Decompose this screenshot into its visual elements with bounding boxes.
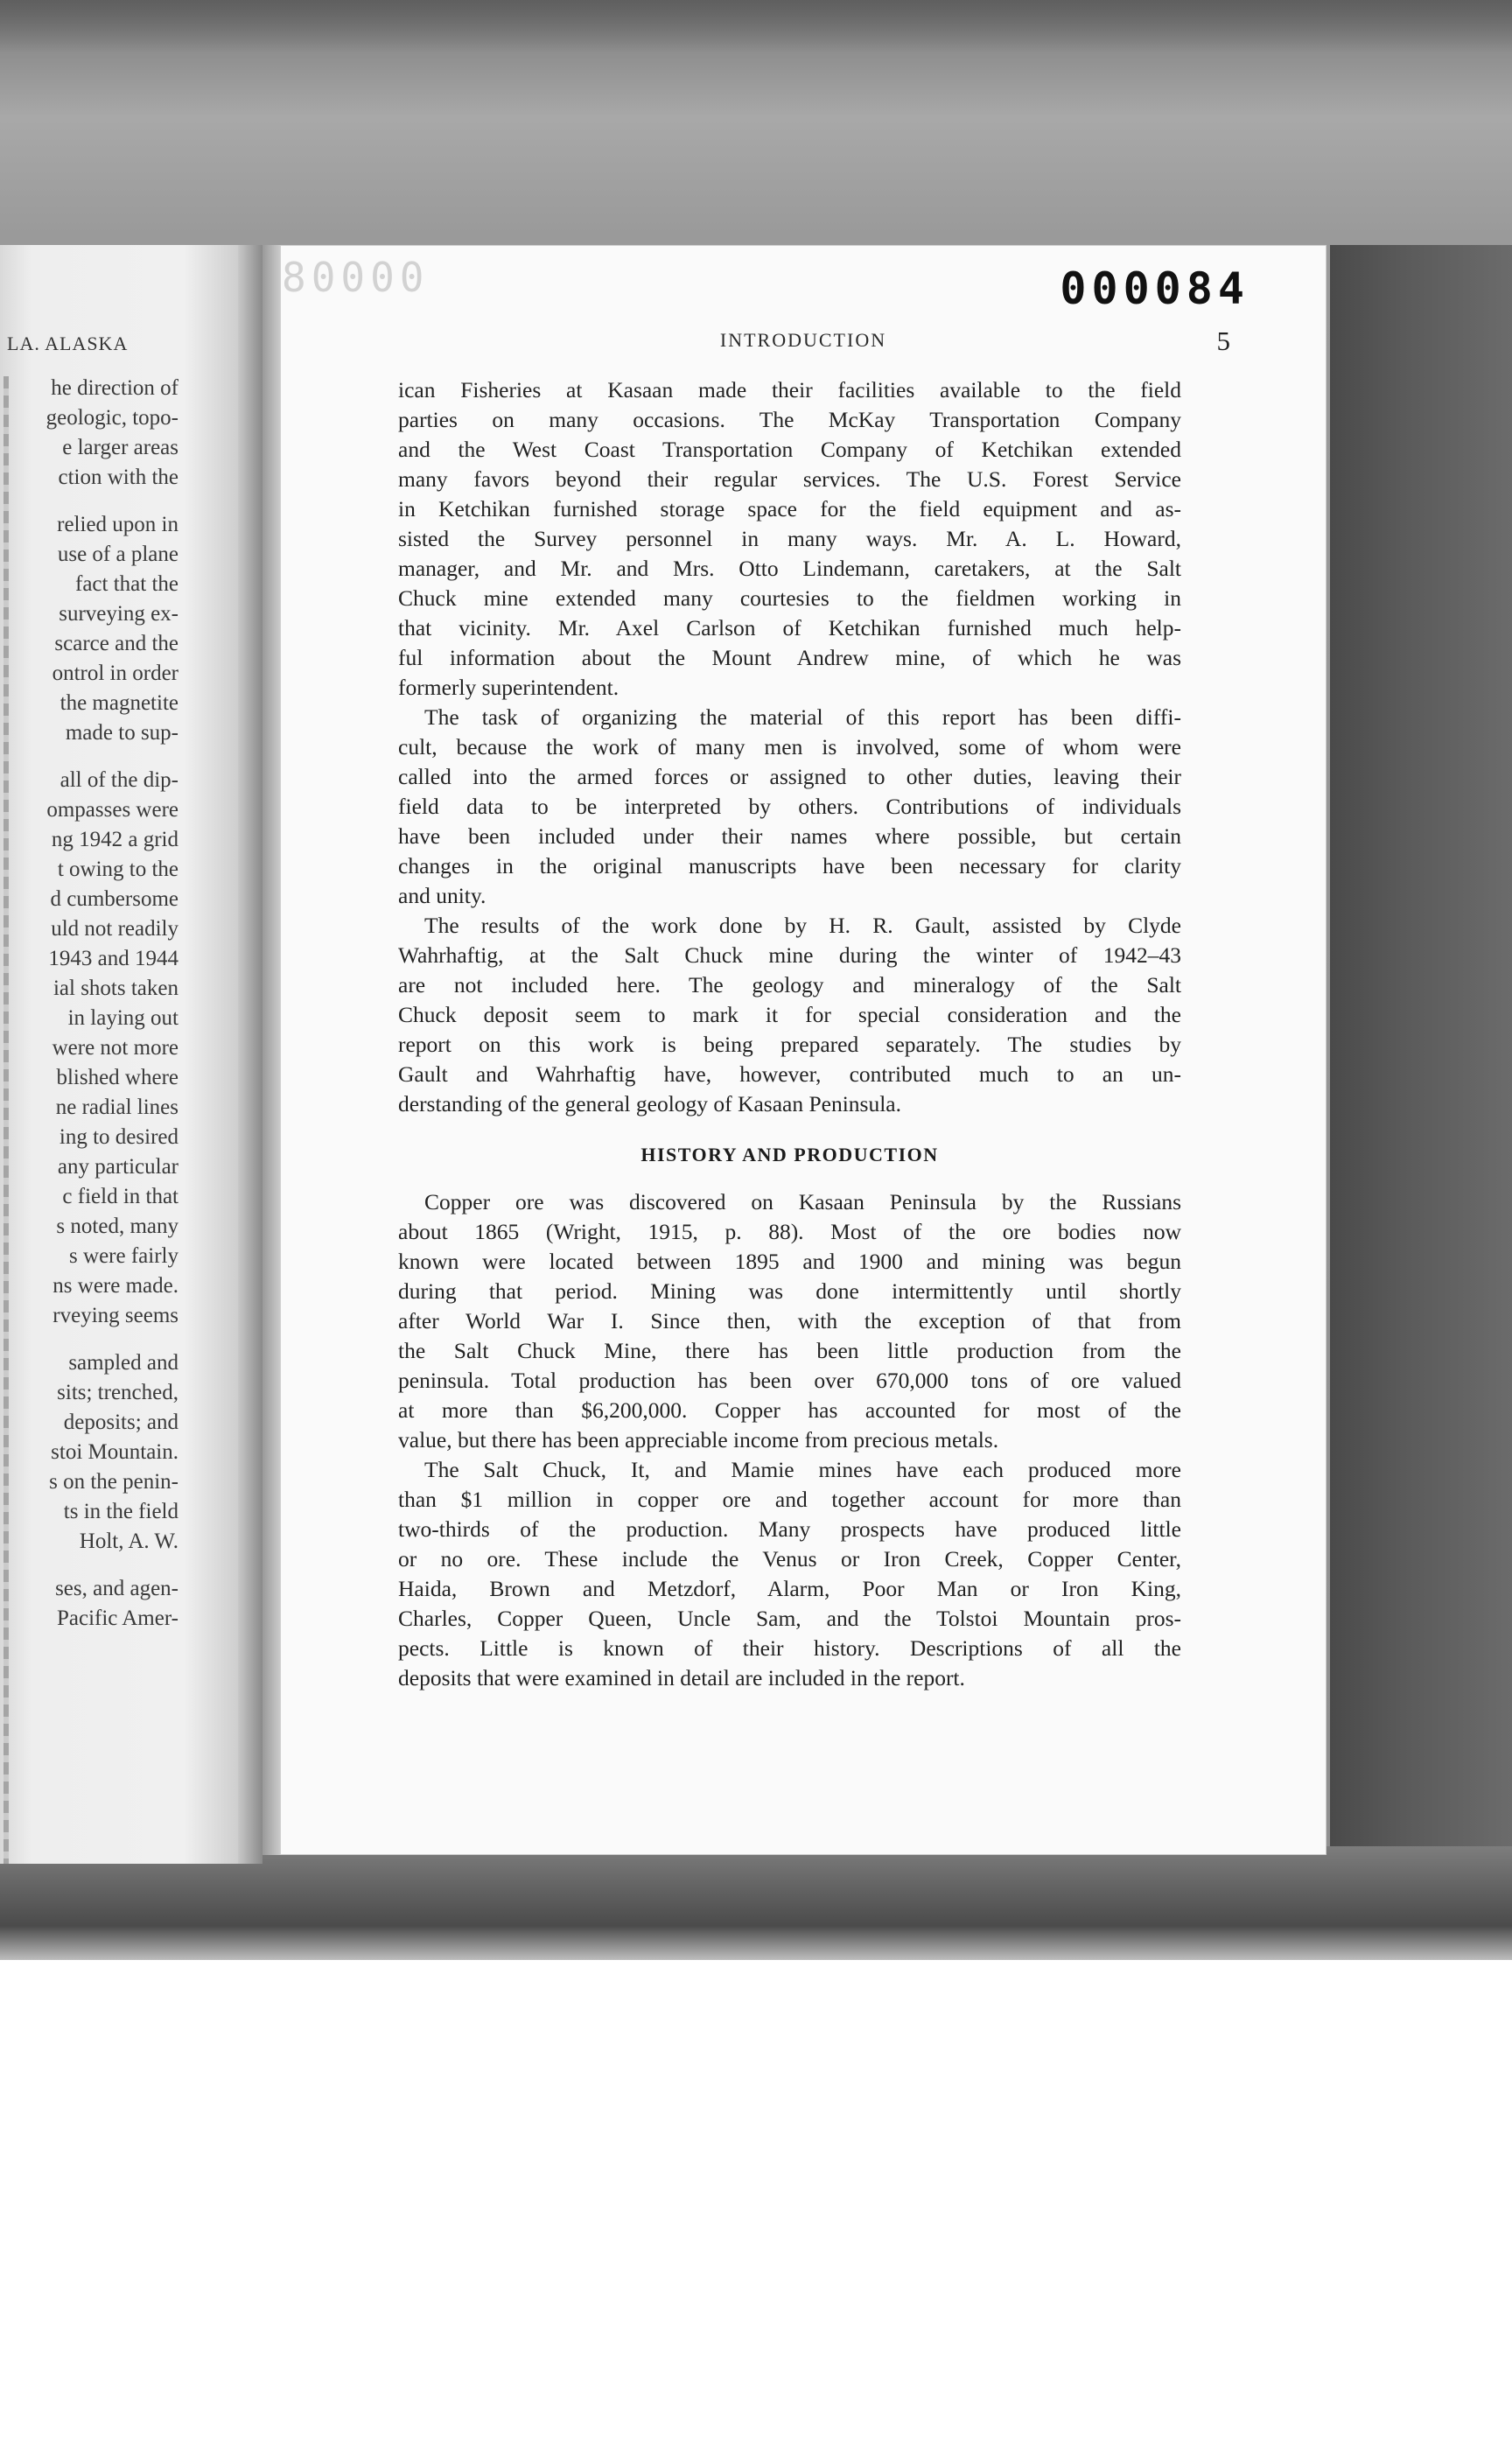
- left-page-text-line: any particular: [57, 1155, 178, 1179]
- text-line: parties on many occasions. The McKay Transportation Company: [398, 407, 1181, 432]
- text-line: two-thirds of the production. Many prospects have produced little: [398, 1516, 1181, 1542]
- text-line: in Ketchikan furnished storage space for the field equipment and as-: [398, 496, 1181, 522]
- left-page-text-line: ial shots taken: [52, 976, 178, 1000]
- left-page-text-line: were not more: [52, 1036, 178, 1060]
- text-line: The task of organizing the material of this report has been diffi-: [424, 704, 1181, 730]
- text-line: Chuck deposit seem to mark it for special consideration and the: [398, 1002, 1181, 1027]
- text-line: changes in the original manuscripts have been necessary for clarity: [398, 853, 1181, 878]
- text-line: or no ore. These include the Venus or Iron Creek, Copper Center,: [398, 1546, 1181, 1572]
- left-page-text-line: s were fairly: [69, 1244, 178, 1268]
- text-line: Wahrhaftig, at the Salt Chuck mine during the winter of 1942–43: [398, 942, 1181, 968]
- main-page: [280, 245, 1326, 1855]
- text-line: are not included here. The geology and mineralogy of the Salt: [398, 972, 1181, 998]
- left-page-text-line: sits; trenched,: [57, 1381, 178, 1404]
- text-line: and the West Coast Transportation Company of Ketchikan extended: [398, 437, 1181, 462]
- left-page-text-line: he direction of: [51, 376, 178, 400]
- paragraph-mine-production: [398, 1455, 1181, 1693]
- text-line: derstanding of the general geology of Kasaan Peninsula.: [398, 1091, 901, 1116]
- text-line: have been included under their names where possible, but certain: [398, 823, 1181, 849]
- left-page-text-line: ses, and agen-: [55, 1577, 178, 1600]
- left-page-text-line: 1943 and 1944: [48, 947, 178, 970]
- left-page-text-line: made to sup-: [65, 721, 178, 745]
- left-page-text-line: ne radial lines: [55, 1096, 178, 1119]
- paragraph-salt-chuck-results: [398, 911, 1181, 1119]
- left-page-text-line: uld not readily: [51, 917, 178, 941]
- left-page-text-line: Holt, A. W.: [79, 1530, 178, 1553]
- left-page-gutter: [238, 245, 262, 1864]
- text-line: the Salt Chuck Mine, there has been little production from the: [398, 1338, 1181, 1363]
- text-line: that vicinity. Mr. Axel Carlson of Ketchikan furnished much help-: [398, 615, 1181, 640]
- left-page-text-line: ing to desired: [59, 1125, 178, 1149]
- left-page-text-line: d cumbersome: [50, 887, 178, 911]
- left-page-text-line: scarce and the: [54, 632, 178, 655]
- left-page-text-line: geologic, topo-: [46, 406, 178, 430]
- scan-right-shadow: [1330, 245, 1512, 1908]
- text-line: sisted the Survey personnel in many ways. Mr. A. L. Howard,: [398, 526, 1181, 551]
- text-line: report on this work is being prepared separately. The studies by: [398, 1032, 1181, 1057]
- text-line: Chuck mine extended many courtesies to the fieldmen working in: [398, 585, 1181, 611]
- page-number: 5: [1216, 326, 1230, 356]
- text-line: Gault and Wahrhaftig have, however, contributed much to an un-: [398, 1061, 1181, 1087]
- left-page-text-line: s on the penin-: [49, 1470, 178, 1494]
- left-page-text-line: ontrol in order: [52, 662, 178, 685]
- text-line: and unity.: [398, 883, 486, 908]
- left-page-text-line: stoi Mountain.: [51, 1440, 178, 1464]
- text-line: pects. Little is known of their history. Descriptions of all the: [398, 1635, 1181, 1661]
- text-line: called into the armed forces or assigned to other duties, leaving their: [398, 764, 1181, 789]
- left-page-text-line: e larger areas: [62, 436, 178, 459]
- text-line: The Salt Chuck, It, and Mamie mines have each produced more: [424, 1457, 1181, 1482]
- left-page-text-line: deposits; and: [63, 1410, 178, 1434]
- text-line: Charles, Copper Queen, Uncle Sam, and the Tolstoi Mountain pros-: [398, 1606, 1181, 1631]
- text-line: known were located between 1895 and 1900 and mining was begun: [398, 1249, 1181, 1274]
- text-line: manager, and Mr. and Mrs. Otto Lindemann, caretakers, at the Salt: [398, 556, 1181, 581]
- left-page-text-line: t owing to the: [57, 858, 178, 881]
- left-page-text-line: sampled and: [68, 1351, 178, 1375]
- left-page-text-line: ns were made.: [52, 1274, 178, 1298]
- document-stamp-number: 000084: [1060, 263, 1250, 314]
- scan-top-edge: [0, 0, 1512, 52]
- left-page-text-line: s noted, many: [56, 1214, 178, 1238]
- text-line: ful information about the Mount Andrew mine, of which he was: [398, 645, 1181, 670]
- left-page-text-line: rveying seems: [52, 1304, 178, 1327]
- left-page-text-line: Pacific Amer-: [56, 1606, 178, 1630]
- left-page-text-line: blished where: [56, 1066, 178, 1089]
- left-page-running-head: LA. ALASKA: [7, 332, 129, 354]
- left-page-text-line: all of the dip-: [60, 768, 178, 792]
- left-page-text-line: fact that the: [75, 572, 178, 596]
- text-line: Haida, Brown and Metzdorf, Alarm, Poor Man or Iron King,: [398, 1576, 1181, 1601]
- text-line: formerly superintendent.: [398, 675, 620, 700]
- left-page-text-line: ts in the field: [63, 1500, 178, 1523]
- text-line: at more than $6,200,000. Copper has accounted for most of the: [398, 1397, 1181, 1423]
- text-line: value, but there has been appreciable income from precious metals.: [398, 1427, 999, 1452]
- text-line: ican Fisheries at Kasaan made their facilities available to the field: [398, 377, 1181, 402]
- left-page-text-line: c field in that: [62, 1185, 178, 1208]
- text-line: cult, because the work of many men is involved, some of whom were: [398, 734, 1181, 760]
- facing-left-page: [0, 245, 262, 1864]
- section-heading-history: HISTORY AND PRODUCTION: [640, 1144, 939, 1166]
- left-page-text-line: surveying ex-: [59, 602, 178, 626]
- running-head: INTRODUCTION: [719, 329, 887, 351]
- text-line: field data to be interpreted by others. Contributions of individuals: [398, 794, 1181, 819]
- left-page-text-line: use of a plane: [57, 542, 178, 566]
- left-page-text-line: ompasses were: [46, 798, 178, 822]
- left-page-edge-marks: [4, 376, 9, 1864]
- text-line: peninsula. Total production has been over 670,000 tons of ore valued: [398, 1368, 1181, 1393]
- paragraph-acknowledgments: [398, 375, 1181, 703]
- text-line: after World War I. Since then, with the exception of that from: [398, 1308, 1181, 1334]
- text-line: deposits that were examined in detail are included in the report.: [398, 1665, 965, 1690]
- text-line: about 1865 (Wright, 1915, p. 88). Most of the ore bodies now: [398, 1219, 1181, 1244]
- left-page-text-line: the magnetite: [60, 691, 178, 715]
- left-page-text-line: ng 1942 a grid: [51, 828, 178, 851]
- body-text: [398, 375, 1181, 1693]
- text-line: The results of the work done by H. R. Gault, assisted by Clyde: [424, 913, 1181, 938]
- ghost-stamp-number: 80000: [282, 254, 430, 301]
- left-page-text-line: relied upon in: [57, 513, 178, 536]
- text-line: than $1 million in copper ore and together account for more than: [398, 1487, 1181, 1512]
- text-line: Copper ore was discovered on Kasaan Peninsula by the Russians: [424, 1189, 1181, 1214]
- left-page-text-line: in laying out: [67, 1006, 178, 1030]
- left-page-text-line: ction with the: [58, 466, 178, 489]
- paragraph-report-organization: [398, 703, 1181, 911]
- text-line: many favors beyond their regular services. The U.S. Forest Service: [398, 466, 1181, 492]
- paragraph-copper-discovery: [398, 1187, 1181, 1455]
- text-line: during that period. Mining was done intermittently until shortly: [398, 1278, 1181, 1304]
